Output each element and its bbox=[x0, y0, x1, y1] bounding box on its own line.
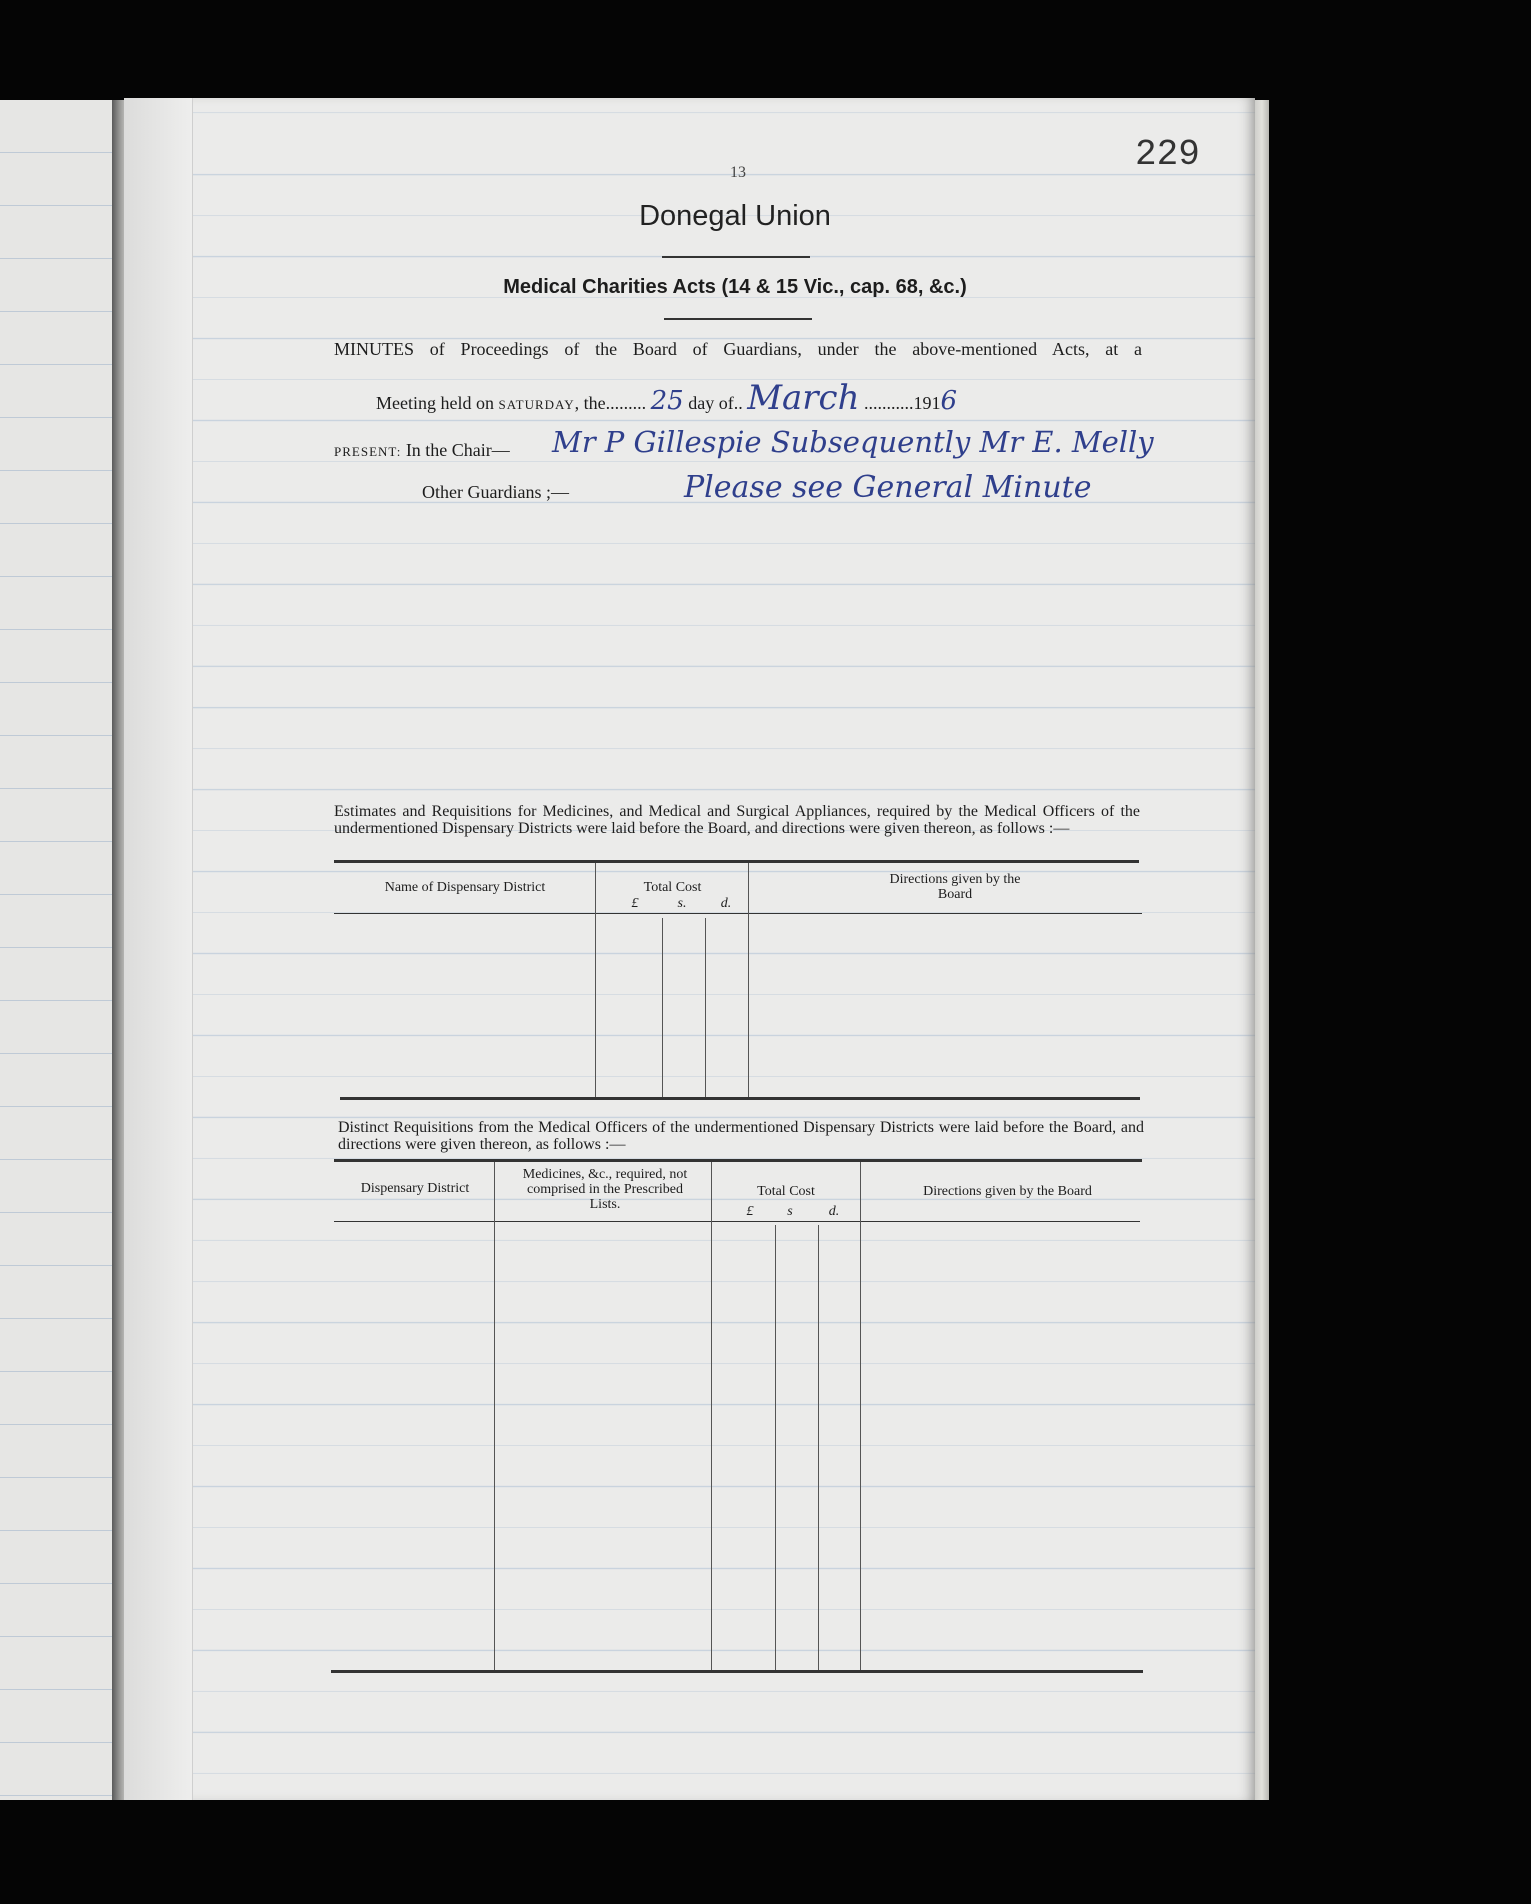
distinct-paragraph: Distinct Requisitions from the Medical Officers of the undermentioned Dispensary Districts were laid before the Board, and directions were given thereon, as follows :— bbox=[338, 1119, 1144, 1153]
table2-divider bbox=[494, 1162, 495, 1670]
meeting-prefix: Meeting held on bbox=[376, 393, 494, 413]
chair-value: Mr P Gillespie Subsequently Mr E. Melly bbox=[552, 425, 1154, 459]
table2-col-cost: Total Cost bbox=[757, 1184, 815, 1199]
page-number: 13 bbox=[730, 164, 746, 181]
table2-divider bbox=[818, 1225, 819, 1670]
table1-col-pence: d. bbox=[720, 896, 732, 911]
table1-col-cost: Total Cost bbox=[643, 880, 702, 895]
table1-col-shillings: s. bbox=[677, 896, 687, 911]
meeting-day-word: day of bbox=[688, 393, 734, 413]
table2-bottom-rule bbox=[331, 1670, 1143, 1673]
table2-col-pounds: £ bbox=[746, 1204, 754, 1219]
estimates-paragraph: Estimates and Requisitions for Medicines, and Medical and Surgical Appliances, required by the Medical Officers of the undermentioned Dispensary Districts were laid before the Board, and directions were given thereon, as follows :— bbox=[334, 803, 1140, 837]
meeting-line: Meeting held on SATURDAY, the......... 25 day of.. March ...........1916 bbox=[376, 378, 958, 418]
minutes-line: MINUTES of Proceedings of the Board of Guardians, under the above-mentioned Acts, at a bbox=[334, 339, 1142, 359]
other-guardians-label: Other Guardians ;— bbox=[422, 482, 569, 502]
meeting-day-value: 25 bbox=[650, 386, 684, 416]
present-row bbox=[334, 440, 510, 461]
table1-header-rule bbox=[334, 913, 1142, 914]
meeting-weekday: SATURDAY bbox=[498, 397, 575, 412]
table2-col-directions: Directions given by the Board bbox=[923, 1184, 1092, 1199]
table1-divider bbox=[748, 863, 749, 1097]
table1-divider bbox=[662, 918, 663, 1097]
page-title: Donegal Union bbox=[639, 200, 831, 232]
table2-col-pence: d. bbox=[828, 1204, 840, 1219]
page-binding-strip bbox=[124, 98, 193, 1800]
table1-top-rule bbox=[334, 860, 1139, 863]
table1-col-district: Name of Dispensary District bbox=[384, 880, 546, 895]
meeting-year-digit: 6 bbox=[940, 386, 958, 416]
other-guardians-value: Please see General Minute bbox=[684, 470, 1092, 505]
table1-divider bbox=[595, 863, 596, 1097]
table2-divider bbox=[860, 1162, 861, 1670]
heading-rule bbox=[664, 318, 812, 320]
chair-label: In the Chair— bbox=[405, 440, 510, 460]
title-rule bbox=[662, 256, 810, 258]
table2-col-shillings: s bbox=[787, 1204, 793, 1219]
table2-col-medicines: Medicines, &c., required, not comprised in the Prescribed Lists. bbox=[522, 1167, 688, 1212]
table2-divider bbox=[775, 1225, 776, 1670]
table1-col-directions: Directions given by the Board bbox=[889, 872, 1021, 902]
page-edge bbox=[1255, 100, 1269, 1800]
meeting-month-value: March bbox=[747, 378, 860, 418]
meeting-year-prefix: 191 bbox=[913, 393, 941, 413]
table2-divider bbox=[711, 1162, 712, 1670]
acts-heading: Medical Charities Acts (14 & 15 Vic., cap. 68, &c.) bbox=[503, 276, 967, 298]
table1-bottom-rule bbox=[340, 1097, 1140, 1100]
table2-col-district: Dispensary District bbox=[360, 1181, 470, 1196]
present-label: PRESENT: bbox=[334, 444, 402, 459]
meeting-the: , the bbox=[574, 393, 606, 413]
folio-number: 229 bbox=[1135, 134, 1200, 175]
table2-top-rule bbox=[334, 1159, 1142, 1162]
table1-col-pounds: £ bbox=[631, 896, 639, 911]
left-page bbox=[0, 100, 116, 1800]
table1-divider bbox=[705, 918, 706, 1097]
table2-header-rule bbox=[334, 1221, 1140, 1222]
